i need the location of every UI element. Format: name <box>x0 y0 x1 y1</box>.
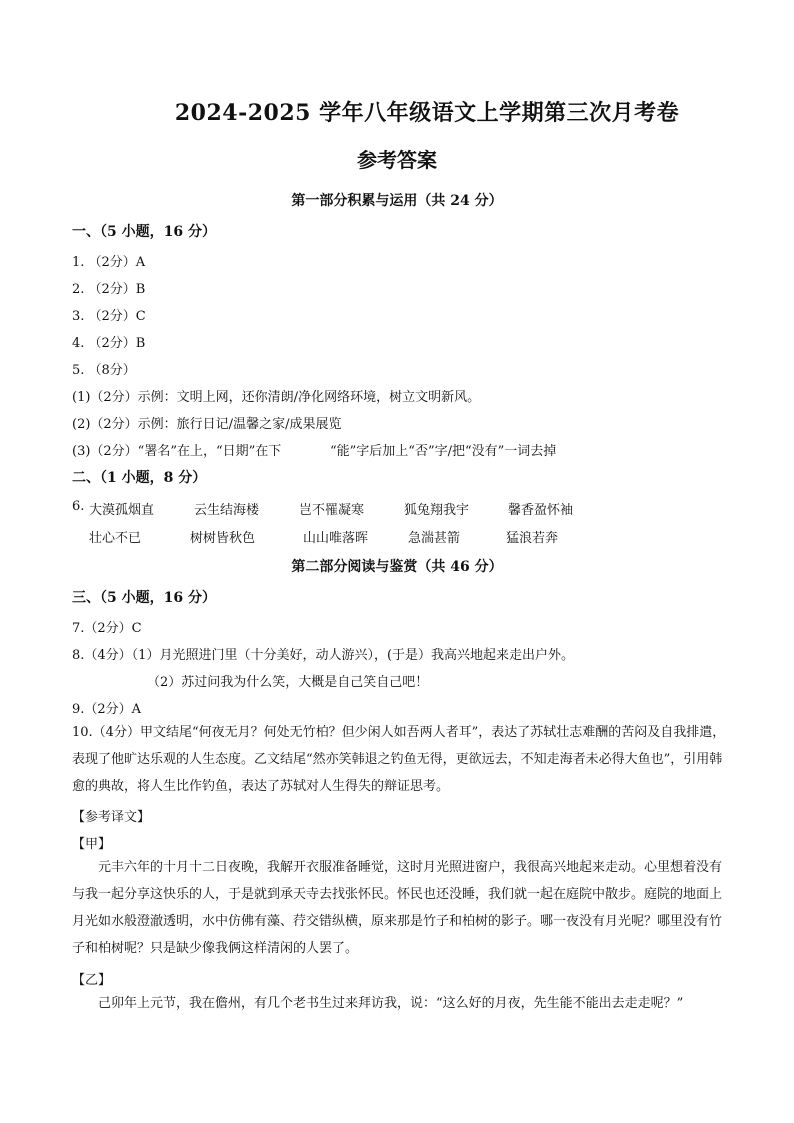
poem-line: 大漠孤烟直 <box>89 503 155 518</box>
part1-heading: 第一部分积累与运用（共 24 分） <box>291 193 503 209</box>
answer-q6-row2 <box>72 527 559 546</box>
answer-q9: 9.（2分）A <box>72 702 142 717</box>
answer-q6-prefix: 6. <box>72 499 85 514</box>
answer-q8-2: （2）苏过问我为什么笑，大概是自己笑自己吧！ <box>147 675 429 690</box>
section2-heading: 二、（1 小题，8 分） <box>72 470 207 486</box>
poem-line: 急湍甚箭 <box>408 531 461 546</box>
section3-heading: 三、（5 小题，16 分） <box>72 590 216 606</box>
answer-q5: 5. （8分） <box>72 363 136 378</box>
answer-q1: 1. （2分）A <box>72 255 146 270</box>
text-yi-heading: 【乙】 <box>72 973 112 988</box>
answer-q5-3b: “能”字后加上“否”字/把“没有”一词去掉 <box>330 444 557 459</box>
answer-q4: 4. （2分）B <box>72 336 146 351</box>
text-jia-translation: 元丰六年的十月十二日夜晚，我解开衣服准备睡觉，这时月光照进窗户，我很高兴地起来走动。心里想着没有与我一起分享这快乐的人，于是就到承天寺去找张怀民。怀民也还没睡，我们就一起在庭院中散步。庭院的地面上月光如水般澄澈透明，水中仿佛有藻、荇交错纵横，原来那是竹子和柏树的影子。哪一夜没有月光呢？哪里没有竹子和柏树呢？只是缺少像我俩这样清闲的人罢了。 <box>72 860 723 956</box>
answer-q3: 3. （2分）C <box>72 309 146 324</box>
poem-line: 树树皆秋色 <box>190 531 256 546</box>
text-yi-translation: 己卯年上元节，我在儋州，有几个老书生过来拜访我，说：“这么好的月夜，先生能不能出去走走呢？” <box>98 996 684 1011</box>
poem-line: 狐兔翔我宇 <box>404 503 470 518</box>
part2-heading: 第二部分阅读与鉴赏（共 46 分） <box>291 559 503 575</box>
answer-q6-row1 <box>72 499 574 518</box>
page-subtitle: 参考答案 <box>357 148 437 172</box>
poem-line: 猛浪若奔 <box>506 531 559 546</box>
answer-q5-3a: (3)（2分）“署名”在上，“日期”在下 <box>72 444 282 459</box>
poem-line: 云生结海楼 <box>194 503 260 518</box>
page-title: 2024-2025 学年八年级语文上学期第三次月考卷 <box>174 100 680 126</box>
answer-q2: 2. （2分）B <box>72 282 146 297</box>
text-jia-heading: 【甲】 <box>72 837 112 852</box>
answer-q10: 10.（4分）甲文结尾“何夜无月？何处无竹柏？但少闲人如吾两人者耳”，表达了苏轼壮志难酬的苦闷及自我排遣，表现了他旷达乐观的人生态度。乙文结尾“然亦笑韩退之钓鱼无得，更欲远去，不知走海者未必得大鱼也”，引用韩愈的典故，将人生比作钓鱼，表达了苏轼对人生得失的辩证思考。 <box>72 725 726 794</box>
answer-q8-1: 8.（4分）（1）月光照进门里（十分美好，动人游兴），(于是）我高兴地起来走出户外。 <box>72 648 575 663</box>
translation-heading: 【参考译文】 <box>72 810 151 825</box>
section1-heading: 一、（5 小题，16 分） <box>72 224 216 240</box>
poem-line: 岂不罹凝寒 <box>299 503 365 518</box>
answer-q7: 7.（2分）C <box>72 621 142 636</box>
poem-line: 山山唯落晖 <box>303 531 369 546</box>
answer-q5-1: (1)（2分）示例：文明上网，还你清朗/净化网络环境，树立文明新风。 <box>72 390 481 405</box>
answer-q5-2: (2)（2分）示例：旅行日记/温馨之家/成果展览 <box>72 417 342 432</box>
poem-line: 馨香盈怀袖 <box>508 503 574 518</box>
poem-line: 壮心不已 <box>89 531 142 546</box>
